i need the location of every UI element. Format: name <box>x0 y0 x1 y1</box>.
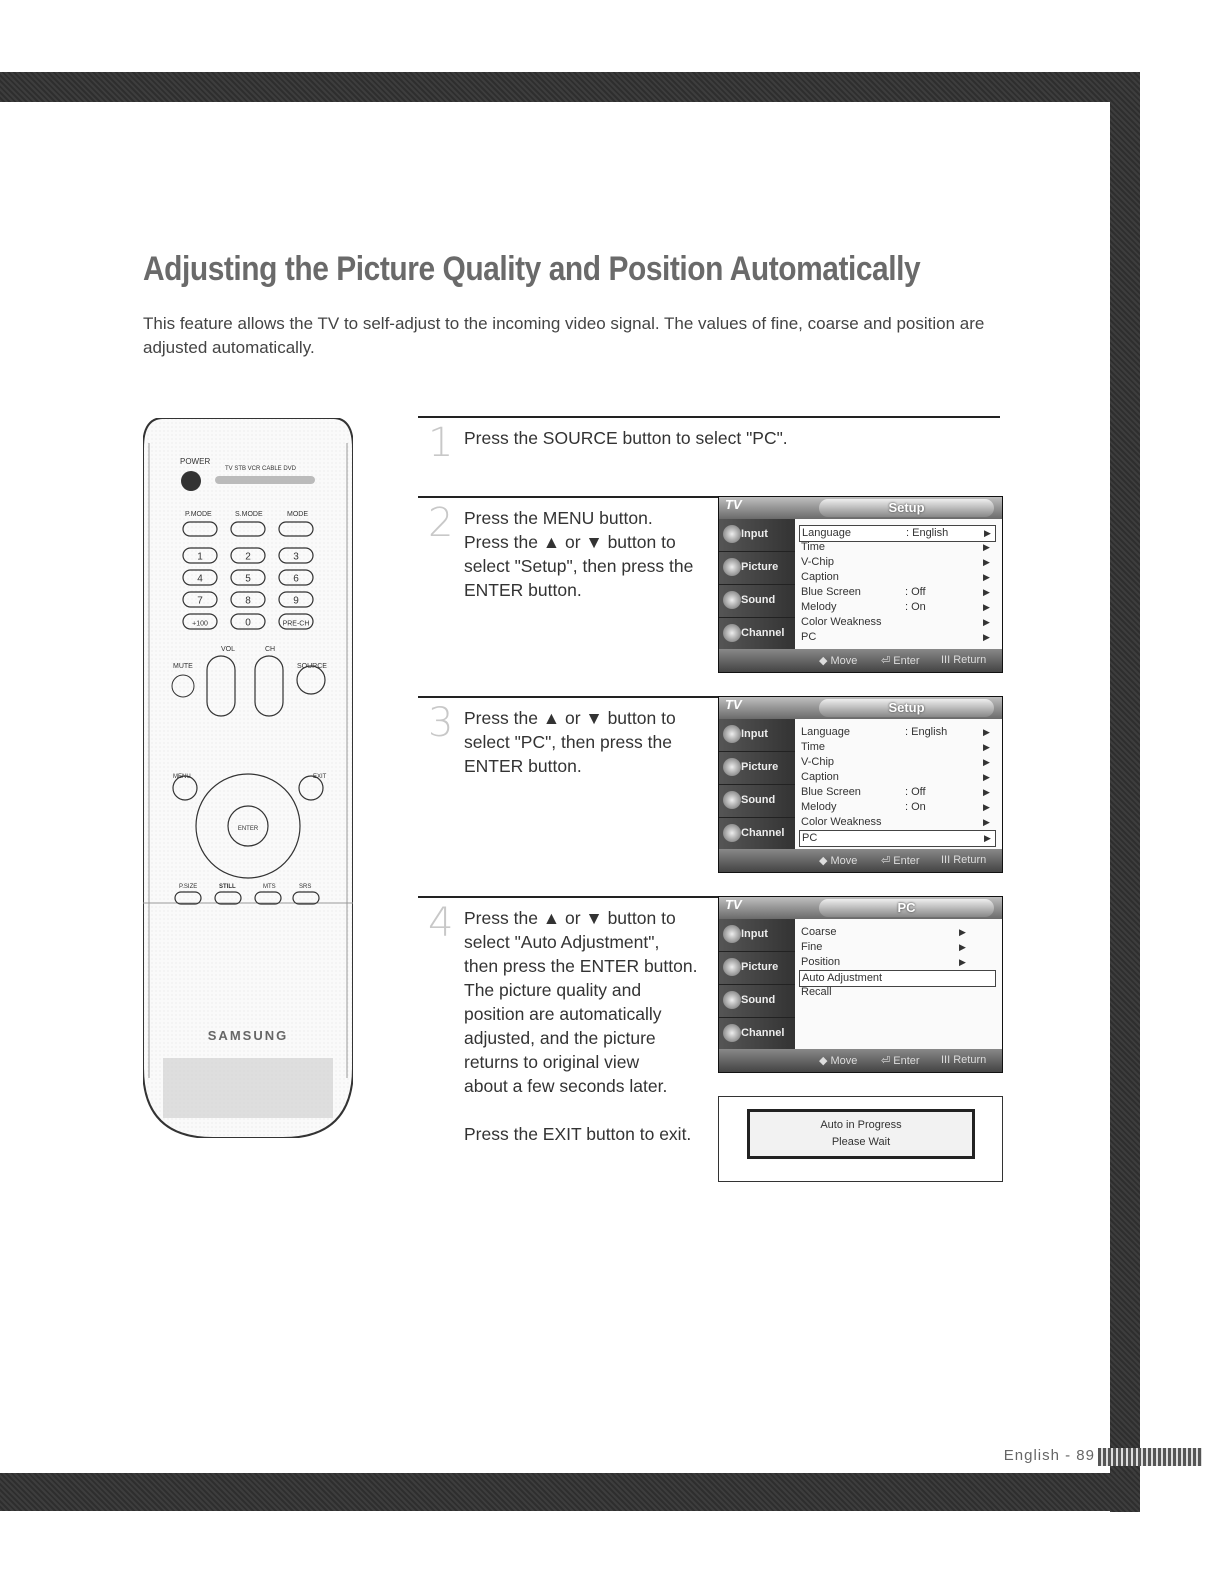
auto-progress-screen <box>718 1096 1003 1182</box>
remote-key-label: 5 <box>245 573 251 585</box>
osd-row-auto-adjustment: Auto Adjustment <box>799 970 996 987</box>
footer-decoration <box>1098 1448 1202 1466</box>
step-4-text: Press the ▲ or ▼ button to select "Auto Adjustment", then press the ENTER button. The picture quality and position are automatically adjusted, and the picture returns to original view about a few seconds later. <box>464 908 698 1096</box>
remote-key-label: PRE-CH <box>282 620 310 628</box>
mode-label: MODE <box>287 511 308 518</box>
osd-row-melody: Melody : On ▶ <box>801 601 990 613</box>
right-border-band <box>1110 72 1140 1512</box>
osd-row-pc-selected: PC ▶ <box>799 830 996 847</box>
step-2-text: Press the MENU button. Press the ▲ or ▼ button to select "Setup", then press the ENTER button. <box>464 508 694 600</box>
osd-row-fine: Fine ▶ <box>801 941 966 953</box>
power-label: POWER <box>180 457 211 466</box>
mts-label: MTS <box>263 884 276 890</box>
progress-dialog: Auto in Progress Please Wait <box>747 1109 975 1159</box>
remote-key-label: 0 <box>245 617 251 629</box>
step-1-rule <box>418 416 1000 418</box>
osd-row-blue-screen: Blue Screen : Off ▶ <box>801 586 990 598</box>
menu-label: MENU <box>173 774 191 780</box>
remote-key-label: 1 <box>197 551 203 563</box>
osd-row-color-weakness: Color Weakness ▶ <box>801 616 990 628</box>
power-button <box>181 471 201 491</box>
osd-row-recall: Recall <box>801 986 832 998</box>
top-border-band <box>0 72 1140 102</box>
osd-row-time: Time ▶ <box>801 541 990 553</box>
osd-setup-screen-2: TV Setup Input Picture Sound Channel Language : English ▶ Time ▶ V-Chip ▶ Caption ▶ Blue Screen : Off ▶ Melody : On ▶ Color Weakness ▶ PC ▶ ◆ Move ⏎ Enter III Return <box>718 696 1003 873</box>
osd-pc-screen: TV PC Input Picture Sound Channel Coarse ▶ Fine ▶ Position ▶ Auto Adjustment Recall ◆ Move ⏎ Enter III Return <box>718 896 1003 1073</box>
bottom-border-band <box>0 1473 1140 1511</box>
osd-row-coarse: Coarse ▶ <box>801 926 966 938</box>
step-3-number: 3 <box>428 700 454 746</box>
ch-label: CH <box>265 646 276 653</box>
osd-setup-screen-1: TV Setup Input Picture Sound Channel Language : English ▶ Time ▶ V-Chip ▶ Caption ▶ Blue Screen : Off ▶ Melody : On ▶ Color Weakness ▶ PC ▶ ◆ Move ⏎ Enter III Return <box>718 496 1003 673</box>
osd-row-language: Language : English ▶ <box>799 525 996 542</box>
brand-logo: SAMSUNG <box>207 1028 289 1043</box>
exit-instruction: Press the EXIT button to exit. <box>464 1124 692 1144</box>
source-button-label: SOURCE <box>297 663 327 670</box>
page-title: Adjusting the Picture Quality and Position Automatically <box>143 250 921 288</box>
step-2-rule <box>418 496 718 498</box>
step-4-number: 4 <box>428 900 454 946</box>
osd-row-caption: Caption ▶ <box>801 571 990 583</box>
remote-key-label: 9 <box>293 595 299 607</box>
enter-label: ENTER <box>237 826 259 832</box>
remote-control-illustration <box>143 418 353 1138</box>
pmode-label: P.MODE <box>185 511 212 518</box>
remote-key-label: 2 <box>245 551 251 563</box>
step-2-number: 2 <box>428 500 454 546</box>
step-1-text: Press the SOURCE button to select "PC". <box>464 428 788 448</box>
remote-key-label: 4 <box>197 573 203 585</box>
step-4-rule <box>418 896 718 898</box>
osd-header: Setup <box>819 499 994 517</box>
vol-label: VOL <box>221 646 236 653</box>
still-label: STILL <box>219 884 236 890</box>
remote-key-label: 7 <box>197 595 203 607</box>
page-number: English - 89 <box>1003 1447 1095 1464</box>
osd-row-position: Position ▶ <box>801 956 966 968</box>
source-labels: TV STB VCR CABLE DVD <box>225 466 297 472</box>
remote-key-label: +100 <box>192 620 208 628</box>
step-1-number: 1 <box>428 420 454 466</box>
osd-footer: ◆ Move ⏎ Enter III Return <box>719 649 1002 672</box>
exit-label: EXIT <box>313 774 327 780</box>
remote-key-label: 3 <box>293 551 299 563</box>
step-3-rule <box>418 696 718 698</box>
remote-key-label: 8 <box>245 595 251 607</box>
psize-label: P.SIZE <box>179 884 198 890</box>
osd-row-vchip: V-Chip ▶ <box>801 556 990 568</box>
mute-label: MUTE <box>173 663 193 670</box>
step-3-text: Press the ▲ or ▼ button to select "PC", then press the ENTER button. <box>464 708 676 776</box>
srs-label: SRS <box>299 884 312 890</box>
smode-label: S.MODE <box>235 511 263 518</box>
osd-row-pc: PC ▶ <box>801 631 990 643</box>
osd-sidebar: Input Picture Sound Channel <box>719 519 795 649</box>
remote-key-label: 6 <box>293 573 299 585</box>
intro-paragraph: This feature allows the TV to self-adjust to the incoming video signal. The values of fine, coarse and position are adjusted automatically. <box>143 314 985 357</box>
